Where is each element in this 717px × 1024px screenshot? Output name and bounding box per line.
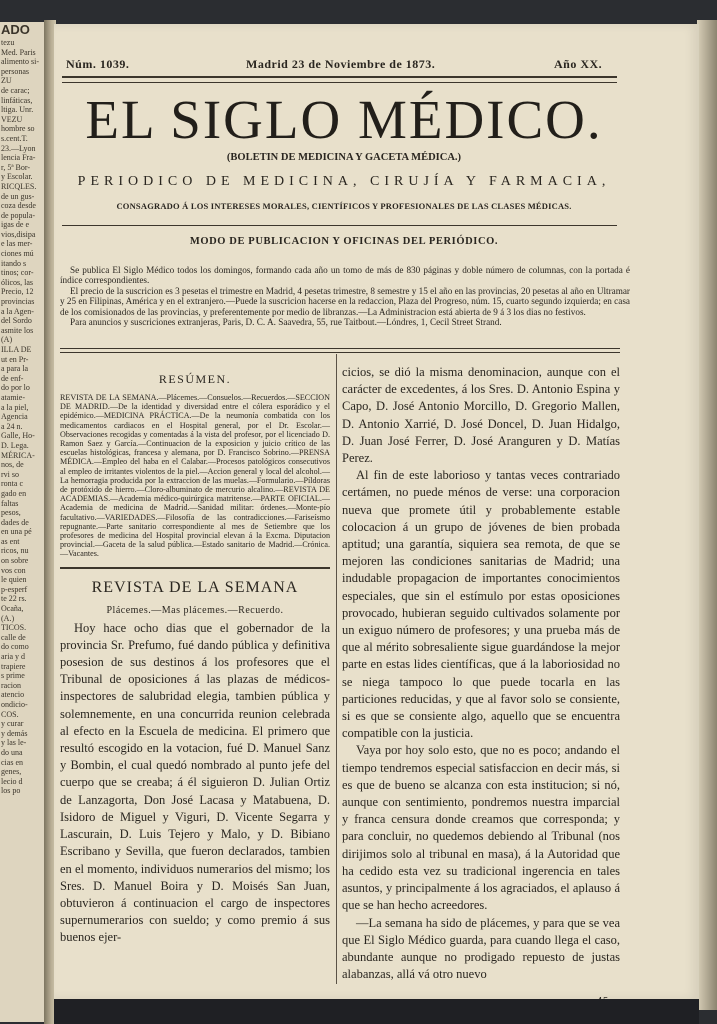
summary-rule (60, 567, 330, 569)
facing-page-line: del Sordo (1, 316, 32, 326)
column-separator (336, 354, 337, 984)
facing-page-line: VEZU (1, 114, 23, 124)
facing-page-line: a la piel, (1, 402, 29, 412)
facing-page-line: tezu (1, 38, 15, 47)
facing-page-line: Agencia (1, 412, 28, 422)
facing-page-line: (A.) (1, 613, 15, 623)
facing-page-line: vos con (1, 565, 26, 575)
masthead-subtitle: (BOLETIN DE MEDICINA Y GACETA MÉDICA.) (226, 152, 462, 163)
facing-page-line: dades de (1, 517, 29, 527)
facing-page-line: aria y d (1, 652, 25, 661)
facing-page-line: tinos; cor- (1, 268, 34, 278)
issue-number: Núm. 1039. (66, 57, 130, 71)
facing-page-line: asmite los (1, 325, 34, 335)
facing-page-line: racion (1, 680, 21, 690)
facing-page-line: calle de (1, 632, 26, 642)
facing-page-fragment (0, 22, 46, 1022)
facing-page-line: ricos, nu (1, 546, 29, 556)
facing-page-line: e las mer- (1, 239, 33, 249)
facing-page-line: p-esperf (1, 584, 28, 594)
facing-page-line: igas de e (1, 220, 29, 230)
facing-page-heading: ADO (1, 22, 30, 37)
facing-page-line: coza desde (1, 201, 36, 211)
facing-page-line: lecio d (1, 776, 23, 786)
facing-page-line: r, 5ª Bor- (1, 162, 31, 172)
facing-page-line: y curar (1, 719, 24, 729)
facing-page-line: ciones mú (1, 249, 34, 259)
article-subtitle: Plácemes.—Mas plácemes.—Recuerdo. (106, 604, 284, 616)
facing-page-line: y demás (1, 728, 28, 738)
facing-page-line: de popula- (1, 210, 35, 220)
facing-page-line: TICOS. (1, 623, 27, 633)
page-edge (697, 20, 717, 1010)
facing-page-line: a 24 n. (1, 421, 23, 431)
facing-page-line: gado en (1, 488, 27, 498)
facing-page-line: atamie- (1, 392, 25, 402)
section-heading: MODO DE PUBLICACION Y OFICINAS DEL PERIÓDICO. (189, 236, 499, 247)
facing-page-line: y las le- (1, 738, 27, 748)
right-column (342, 364, 620, 983)
facing-page-line: los po (1, 786, 21, 796)
facing-page-line: s.cent.T. (1, 133, 28, 143)
article-paragraph: Al fin de este laborioso y tantas veces contrariado certámen, no puede ménos de verse: una corporacion nueva que promete útil y probablemente estable colocacion á un grupo de jóvenes de bien probada aptitud; una garantía, siquiera sea remota, de que se mejoren las condiciones sanitarias de Madrid; una indudable propagacion de importantes conocimientos especiales, que sin el estímulo por estas oposiciones provocado, hubieran seguido cultivados solamente por un exiguo número de profesores; y una prueba más de que al mérito sobresaliente sigue guardándose la mejor parte en estas lides científicas, que á la laboriosidad no se niega tampoco lo que puede tocarla en las particiones reducidas, y que al favor solo se consiente, si es que se consiente algo, aquello que se encuentra compatible con la justicia. (342, 468, 620, 741)
facing-page-line: Med. Paris (1, 47, 36, 57)
facing-page-line: nos, de (1, 460, 24, 470)
article-title: REVISTA DE LA SEMANA (91, 578, 299, 596)
facing-page-line: itando s (1, 258, 27, 268)
notice-paragraph: Para anuncios y suscriciones extranjeras, Paris, D. C. A. Saavedra, 55, rue Taitbout.—Lóndres, 1, Cecil Street Strand. (70, 317, 502, 328)
facing-page-line: provincias (1, 297, 35, 307)
facing-page-line: atencio (1, 690, 25, 700)
facing-page-line: ronta c (1, 479, 23, 489)
facing-page-line: alimento si- (1, 57, 39, 67)
notice-paragraph: Se publica El Siglo Médico todos los domingos, formando cada año un tomo de más de 830 páginas y doble número de columnas, con la portada é índice correspondientes. (60, 265, 630, 286)
facing-page-line: ltiga. Unr. (1, 105, 34, 115)
masthead-tagline: PERIODICO DE MEDICINA, CIRUJÍA Y FARMACIA, (77, 174, 611, 189)
article-paragraph: —La semana ha sido de plácemes, y para que se vea que El Siglo Médico guarda, para cuando llega el caso, abundante aunque no prodigado repuesto de justas alabanzas, allá vá otro nuevo (342, 915, 620, 982)
facing-page-line: hombre so (1, 124, 35, 134)
masthead-dedication: CONSAGRADO Á LOS INTERESES MORALES, CIENTÍFICOS Y PROFESIONALES DE LAS CLASES MÉDICAS. (116, 201, 572, 211)
facing-page-line: MÉRICA- (1, 450, 35, 460)
facing-page-line: ólicos, las (1, 277, 33, 287)
facing-page-line: s prime (1, 671, 25, 681)
scan-background (54, 999, 699, 1024)
facing-page-line: faltas (1, 498, 19, 508)
facing-page-line: cias en (1, 757, 23, 767)
facing-page-line: do como (1, 642, 29, 652)
page-title: EL SIGLO MÉDICO. (85, 89, 603, 150)
left-column (60, 364, 330, 947)
summary-title: RESÚMEN. (158, 372, 232, 386)
issue-date: Madrid 23 de Noviembre de 1873. (246, 57, 436, 71)
facing-page-line: genes, (1, 767, 22, 777)
facing-page-line: do una (1, 747, 23, 757)
facing-page-line: de enf- (1, 373, 24, 383)
facing-page-line: a para la (1, 364, 29, 374)
facing-page-line: Precio, 12 (1, 287, 34, 297)
facing-page-line: Ocaña, (1, 604, 24, 614)
publication-notice (60, 265, 630, 327)
article-paragraph: Vaya por hoy solo esto, que no es poco; andando el tiempo tendremos especial satisfaccion en decir más, si es que de bueno se alcanza con esta institucion; si nó, aunque con sentimiento, pondremos nuestra imparcial y franca censura donde creamos que corresponda; y para concluir, no quedemos debiendo al Tribunal (nos dirijimos solo al tribunal en masa), á la Autoridad que ha cedido esta vez su tradicional ingerencia en tales asuntos, y principalmente á los agraciados, el aplauso á que se han hecho acreedores. (342, 743, 620, 913)
facing-page-line: pesos, (1, 508, 21, 518)
facing-page-line: ILLA DE (1, 345, 32, 354)
facing-page-line: vios,disipa (1, 229, 36, 239)
summary-text: REVISTA DE LA SEMANA.—Plácemes.—Consuelos.—Recuerdos.—SECCION DE MADRID.—De la identidad y diversidad entre el cólera esporádico y el epidémico.—MEDICINA PRÁCTICA.—De la neumonía combatida con los medicamentos cardiacos en el Hospital general, por el Dr. Escolar.—Observaciones recogidas y comentadas á la vista del profesor, por el licenciado D. Ramon Saez y García.—Continuacion de la exposicion y juicio crítico de las escuelas histológicas, francesa y alemana, por D. Francisco Sobrino.—PRENSA MÉDICA.—Empleo del haba en el Calabar.—Procesos patológicos consecutivos al empleo de irritantes violentos de la piel.—Accion general y local del alcohol.—La hemorragia producida por la extraccion de las muelas.—Formulario.—Píldoras de protóxido de hierro.—Cloro-albuminato de mercurio alcalino.—REVISTA DE ACADEMIAS.—Academia médico-quirúrgica matritense.—PARTE OFICIAL.—Academia de medicina de Madrid.—Sanidad militar: órdenes.—Monte-pío facultativo.—VARIEDADES.—Filosofía de las contradicciones.—Fariseísmo repugnante.—Parte sanitario correspondiente al mes de Setiembre que los profesores de medicina del Hospital provincial elevan á la Excma. Diputacion provincial.—Gaceta de la salud pública.—Estado sanitario de Madrid.—Crónica.—Vacantes. (60, 393, 330, 559)
facing-page-line: as ent (1, 536, 20, 546)
facing-page-line: COS. (1, 709, 19, 719)
facing-page-line: D. Lega. (1, 440, 29, 450)
facing-page-line: de un gus- (1, 191, 35, 201)
facing-page-line: RICQLES. (1, 181, 37, 191)
facing-page-line: ondicio- (1, 699, 28, 709)
facing-page-line: personas (1, 66, 29, 76)
facing-page-line: de carac; (1, 85, 30, 95)
facing-page-line: lencia Fra- (1, 153, 36, 163)
facing-page-line: ut en Pr- (1, 354, 29, 364)
newspaper-page (54, 24, 699, 999)
article-paragraph: Hoy hace ocho dias que el gobernador de la provincia Sr. Prefumo, fué dando pública y definitiva posesion de sus destinos á los profesores que el Tribunal de oposiciones á las plazas de médicos-inspectores de salubridad elegia, tambien pública y solemnemente, en una concurrida reunion celebrada al efecto en la Escuela de medicina. El primero que resultó escogido en la votacion, fué D. Manuel Sanz y Bombin, el cual quedó nombrado al punto jefe del cuerpo que se creaba; á él siguieron D. Julian Ortiz de Lanzagorta, Don José Lacasa y Matabuena, D. Isidoro de Miguel y Viguri, D. Vicente Segarra y Lascurain, D. Luis Tejero y Malo, y D. Bibiano Escribano y Sevilla, que fueron declarados, tambien en el momento, individuos numerarios del mismo; los Sres. D. Manuel Boira y D. Moisés San Juan, obtuvieron á continuacion el cargo de inspectores supernumerarios con sueldo; y como premio á sus buenos ejer- (60, 620, 330, 945)
facing-page-line: rvi so (1, 469, 19, 479)
issue-year: Año XX. (554, 57, 603, 71)
facing-page-line: on sobre (1, 556, 29, 566)
facing-page-line: 23.—Lyon (1, 143, 36, 153)
facing-page-line: y Escolar. (1, 172, 33, 182)
masthead-rule (62, 225, 617, 226)
notice-paragraph: El precio de la suscricion es 3 pesetas el trimestre en Madrid, 4 pesetas trimestre, 8 semestre y 15 el año en las provincias, 20 pesetas al año en Ultramar y 25 en Filipinas, América y en el extranjero.—Puede la suscricion hacerse en la redaccion, Plaza del Progreso, núm. 15, cuarto segundo izquierda; en casa de los comisionados de las provincias, y preferentemente por medio de libranzas.—La Administracion está abierta de 9 á 3 los dias no festivos. (60, 285, 630, 317)
facing-page-line: le quien (1, 575, 27, 585)
facing-page-line: en una pé (1, 527, 32, 537)
facing-page-line: te 22 rs. (1, 594, 27, 604)
facing-page-line: ZU (1, 76, 12, 86)
facing-page-line: Galle, Ho- (1, 431, 35, 441)
header-rule (62, 76, 617, 83)
facing-page-line: linfáticas, (1, 95, 33, 105)
facing-page-line: trapiere (1, 661, 26, 671)
facing-page-line: (A) (1, 335, 13, 345)
facing-page-line: a la Agen- (1, 306, 34, 316)
article-paragraph: cicios, se dió la misma denominacion, aunque con el carácter de excedentes, á los Sres. D. Antonio Espina y Capo, D. José Antonio Morcillo, D. Gregorio Mallen, D. Antonio Xarrié, D. José Doncel, D. Juan Hidalgo, D. Juan José Ferrer, D. José Aranguren y D. Matías Perez. (342, 365, 620, 466)
notice-rule (60, 348, 620, 353)
facing-page-line: do por lo (1, 383, 30, 393)
facing-page-text (0, 38, 44, 796)
